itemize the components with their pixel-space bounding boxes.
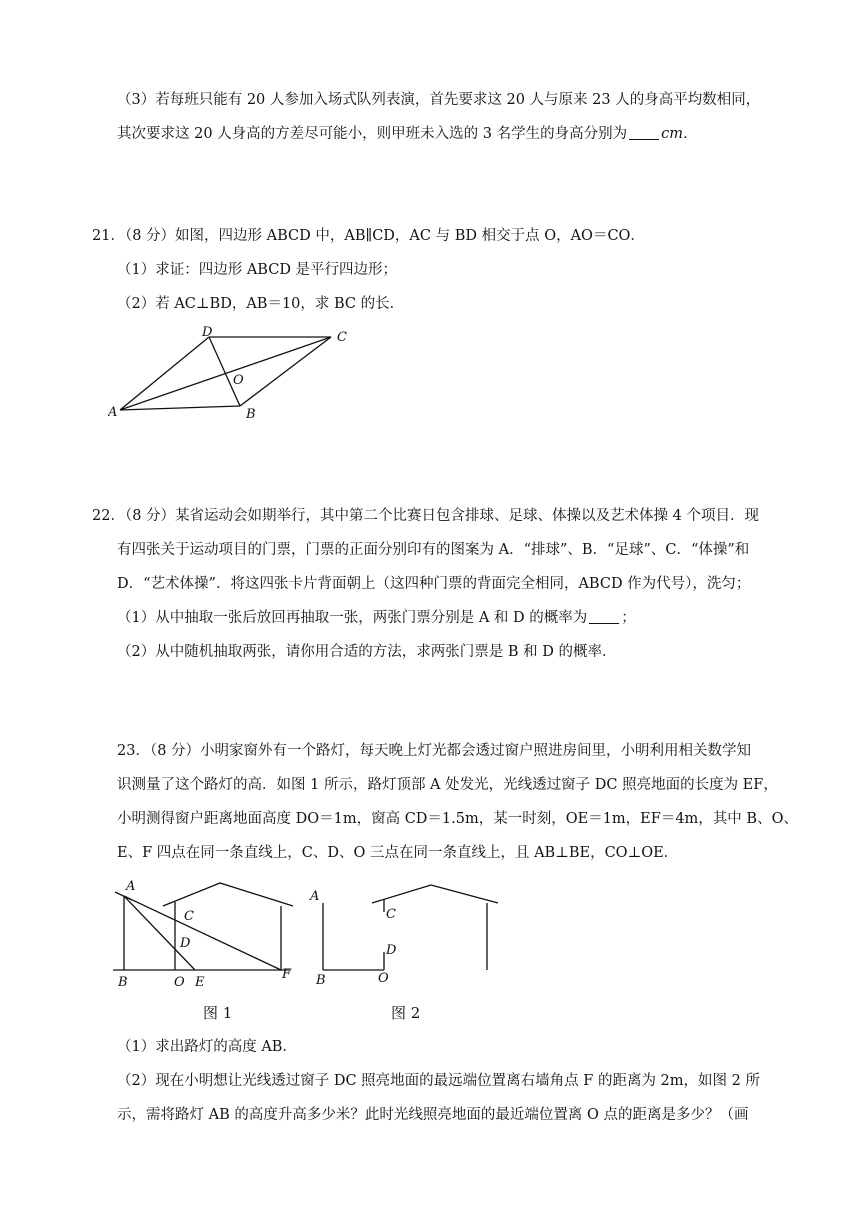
q20-part3-line2 <box>117 124 698 144</box>
q20-part3-unit: cm． <box>661 126 698 142</box>
fig1-label-o: O <box>174 975 185 990</box>
q23-part2-line1: （2）现在小明想让光线透过窗子 DC 照亮地面的最远端位置离右墙角点 F 的距离为 2m，如图 2 所 <box>117 1073 760 1089</box>
q23-line2: 识测量了这个路灯的高．如图 1 所示，路灯顶部 A 处发光，光线透过窗子 DC 照亮地面的长度为 EF， <box>117 777 778 793</box>
fig1-label-f: F <box>282 967 292 982</box>
q22-part1-text: （1）从中抽取一张后放回再抽取一张，两张门票分别是 A 和 D 的概率为 <box>117 610 588 626</box>
q23-figure-2-caption: 图 2 <box>391 1004 421 1022</box>
q22-part1-end: ； <box>621 610 636 626</box>
fig1-label-c: C <box>184 909 194 924</box>
q21-label-d: D <box>202 325 213 340</box>
answer-blank <box>629 125 659 140</box>
q22-line3: D．“艺术体操”．将这四张卡片背面朝上（这四种门票的背面完全相同，ABCD 作为代号），洗匀； <box>117 576 751 592</box>
fig1-label-e: E <box>195 975 205 990</box>
q21-label-b: B <box>246 407 256 422</box>
q22-line2: 有四张关于运动项目的门票，门票的正面分别印有的图案为 A．“排球”、B．“足球”、C．“体操”和 <box>117 542 750 558</box>
fig2-label-o: O <box>378 971 389 986</box>
q21-parallelogram-figure <box>108 322 358 426</box>
fig1-label-a: A <box>126 879 136 894</box>
q21-part1: （1）求证：四边形 ABCD 是平行四边形； <box>117 262 398 278</box>
fig2-label-a: A <box>310 889 320 904</box>
q21-stem: 21．（8 分）如图，四边形 ABCD 中，AB∥CD，AC 与 BD 相交于点 O，AO＝CO． <box>92 228 645 244</box>
fig1-label-b: B <box>118 975 128 990</box>
q23-part1: （1）求出路灯的高度 AB． <box>117 1039 297 1055</box>
q23-figure-1-caption: 图 1 <box>203 1004 233 1022</box>
q23-figure-1 <box>110 872 305 992</box>
q20-part3-text: 其次要求这 20 人身高的方差尽可能小，则甲班未入选的 3 名学生的身高分别为 <box>117 126 628 142</box>
q20-part3-line1: （3）若每班只能有 20 人参加入场式队列表演，首先要求这 20 人与原来 23 人的身高平均数相同， <box>117 92 761 108</box>
q21-part2: （2）若 AC⊥BD，AB＝10，求 BC 的长． <box>117 296 405 312</box>
fig2-label-d: D <box>386 943 397 958</box>
q22-part2: （2）从中随机抽取两张，请你用合适的方法，求两张门票是 B 和 D 的概率． <box>117 644 617 660</box>
q23-line3: 小明测得窗户距离地面高度 DO＝1m，窗高 CD＝1.5m，某一时刻，OE＝1m，EF＝4m，其中 B、O、 <box>117 811 798 827</box>
q23-part2-line2: 示，需将路灯 AB 的高度升高多少米？此时光线照亮地面的最近端位置离 O 点的距离是多少？（画 <box>117 1107 749 1123</box>
q22-part1 <box>117 608 636 628</box>
q21-label-c: C <box>337 330 347 345</box>
q23-line4: E、F 四点在同一条直线上，C、D、O 三点在同一条直线上，且 AB⊥BE，CO⊥OE． <box>117 845 679 861</box>
fig2-label-b: B <box>316 973 326 988</box>
q21-label-a: A <box>108 405 118 420</box>
fig1-label-d: D <box>180 936 191 951</box>
fig2-label-c: C <box>386 907 396 922</box>
answer-blank <box>589 609 619 624</box>
q21-label-o: O <box>233 373 244 388</box>
q23-figure-2 <box>306 878 506 990</box>
q23-line1: 23．（8 分）小明家窗外有一个路灯，每天晚上灯光都会透过窗户照进房间里，小明利用相关数学知 <box>117 743 752 759</box>
q22-line1: 22．（8 分）某省运动会如期举行，其中第二个比赛日包含排球、足球、体操以及艺术体操 4 个项目．现 <box>92 508 759 524</box>
